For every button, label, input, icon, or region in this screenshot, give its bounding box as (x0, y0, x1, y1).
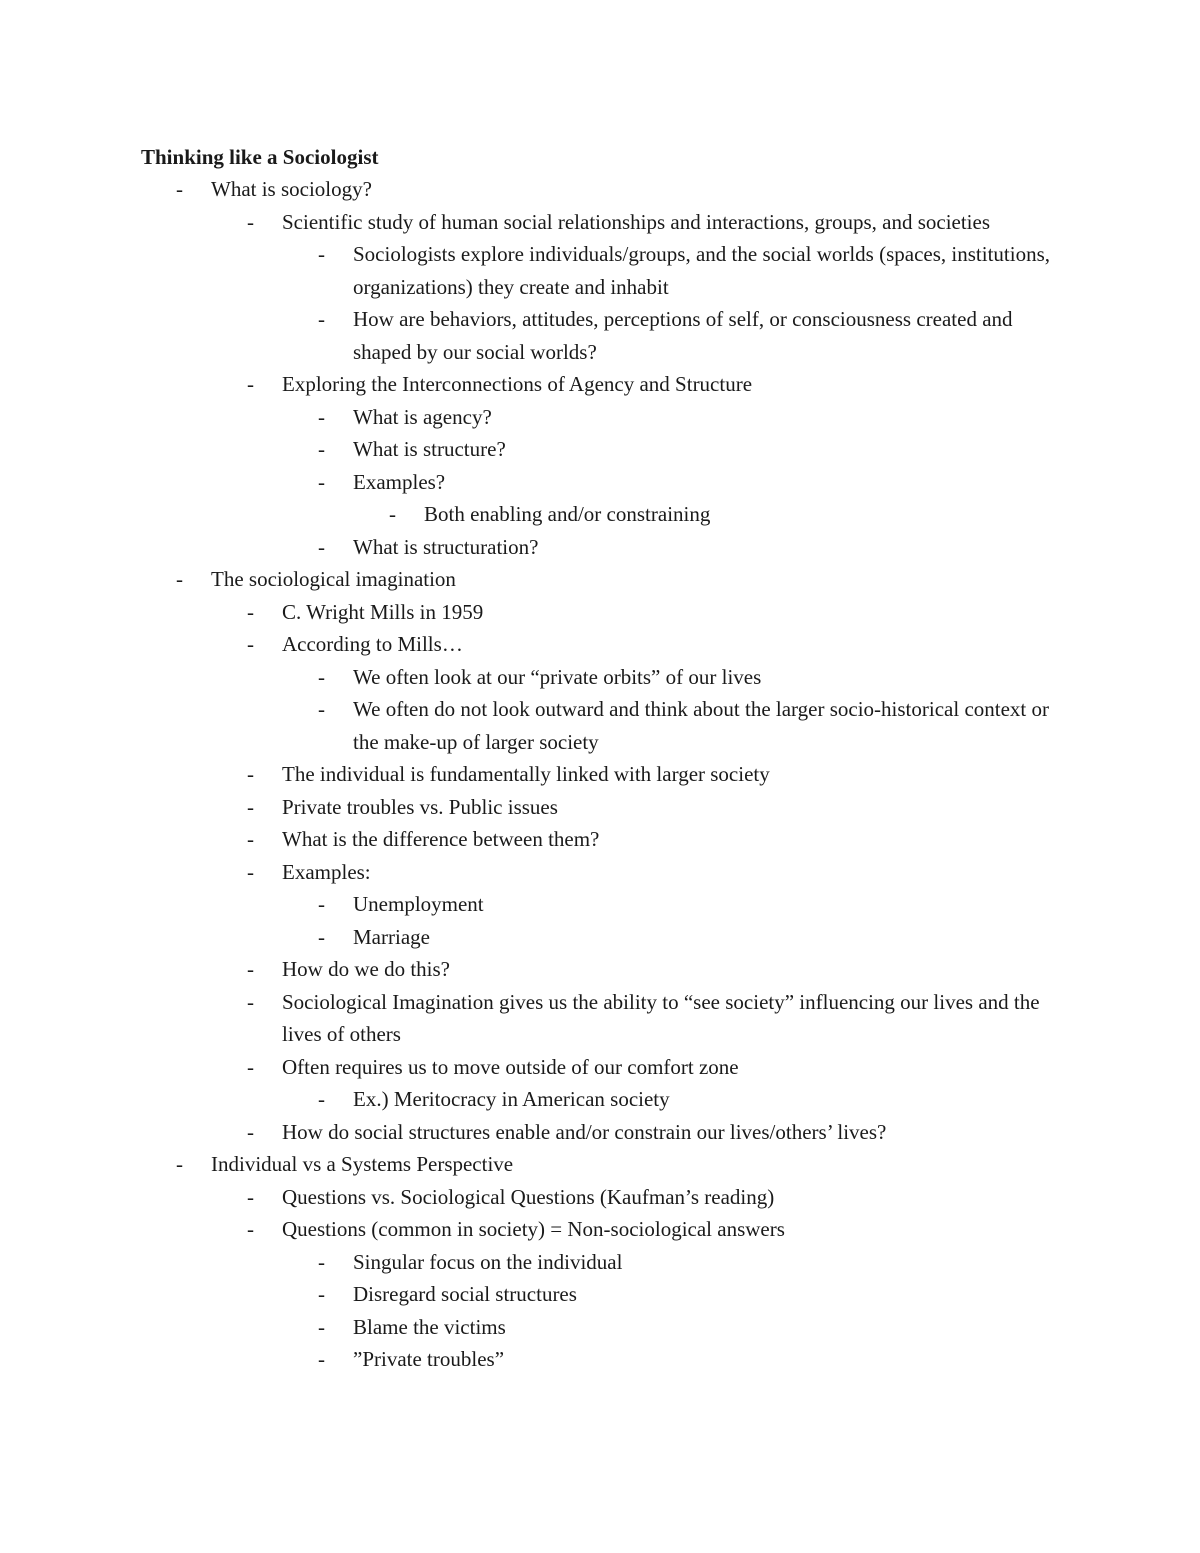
outline-item-level-2 (0, 1051, 1200, 1084)
outline-item-text: What is the difference between them? (282, 827, 600, 851)
outline-item-level-2 (0, 628, 1200, 661)
outline-item-level-4 (0, 498, 1200, 531)
outline-item-text: What is sociology? (211, 177, 372, 201)
outline-item-level-2 (0, 1116, 1200, 1149)
outline-item-text: How do we do this? (282, 957, 450, 981)
outline-item-text: Ex.) Meritocracy in American society (353, 1087, 670, 1111)
outline-item-level-3 (0, 466, 1200, 499)
bullet-dash: - (247, 1119, 254, 1144)
outline-item-level-1 (0, 1148, 1200, 1181)
outline-item-level-1 (0, 173, 1200, 206)
outline-item-text: Examples: (282, 859, 371, 884)
outline-item-level-2 (0, 791, 1200, 824)
outline-item-level-2 (0, 368, 1200, 401)
outline-item-level-3 (0, 661, 1200, 694)
outline-item-text: Questions (common in society) = Non-sociological answers (282, 1217, 785, 1241)
bullet-dash: - (247, 1054, 254, 1079)
bullet-dash: - (318, 1347, 325, 1371)
outline-item-level-1 (0, 563, 1200, 596)
outline-item-level-3 (0, 433, 1200, 466)
outline-item-level-2 (0, 1181, 1200, 1214)
bullet-dash: - (176, 1152, 183, 1176)
bullet-dash: - (247, 209, 254, 234)
bullet-dash: - (247, 372, 254, 396)
outline-item-text: Marriage (353, 924, 430, 949)
outline-item-level-2 (0, 986, 1200, 1051)
bullet-dash: - (318, 1087, 325, 1111)
outline-item-level-3 (0, 1343, 1200, 1376)
outline-item-level-2 (0, 953, 1200, 986)
outline-item-text: What is agency? (353, 404, 492, 429)
outline-item-text: The individual is fundamentally linked with larger society (282, 762, 770, 786)
outline-item-text: C. Wright Mills in 1959 (282, 599, 484, 624)
outline-item-text: ”Private troubles” (353, 1347, 505, 1371)
bullet-dash: - (318, 307, 325, 331)
outline-item-text: Individual vs a Systems Perspective (211, 1152, 514, 1176)
bullet-dash: - (318, 892, 325, 916)
outline-item-level-3 (0, 303, 1200, 368)
outline-item-text: We often look at our “private orbits” of our lives (353, 664, 762, 689)
bullet-dash: - (318, 242, 325, 266)
outline-item-level-3 (0, 693, 1200, 758)
outline-item-text: Blame the victims (353, 1314, 506, 1339)
outline-item-text: Unemployment (353, 892, 484, 916)
outline-item-level-3 (0, 1311, 1200, 1344)
outline-item-level-3 (0, 238, 1200, 303)
bullet-dash: - (318, 1314, 325, 1339)
outline-item-level-2 (0, 758, 1200, 791)
bullet-dash: - (247, 632, 254, 656)
outline-item-text: Disregard social structures (353, 1282, 577, 1306)
outline-item-level-3 (0, 921, 1200, 954)
bullet-dash: - (318, 469, 325, 494)
bullet-dash: - (247, 989, 254, 1014)
bullet-dash: - (176, 177, 183, 201)
outline-item-level-3 (0, 401, 1200, 434)
bullet-dash: - (318, 1282, 325, 1306)
bullet-dash: - (318, 664, 325, 689)
bullet-dash: - (318, 924, 325, 949)
outline-item-text: Both enabling and/or constraining (424, 502, 711, 526)
outline-item-text: What is structure? (353, 437, 506, 461)
outline-item-text: Exploring the Interconnections of Agency and Structure (282, 372, 753, 396)
outline-item-level-2 (0, 823, 1200, 856)
bullet-dash: - (247, 599, 254, 624)
bullet-dash: - (247, 1217, 254, 1241)
outline-item-level-2 (0, 856, 1200, 889)
outline-item-text: Sociologists explore individuals/groups, and the social worlds (spaces, institutions, organizations) they create and inhabit (353, 242, 1051, 299)
outline-item-text: We often do not look outward and think about the larger socio-historical context or the make-up of larger society (353, 697, 1049, 754)
outline-item-level-2 (0, 596, 1200, 629)
outline-item-text: The sociological imagination (211, 567, 456, 591)
outline-item-text: Often requires us to move outside of our comfort zone (282, 1054, 739, 1079)
bullet-dash: - (247, 762, 254, 786)
document-title: Thinking like a Sociologist (141, 145, 379, 169)
outline-item-text: Questions vs. Sociological Questions (Kaufman’s reading) (282, 1184, 775, 1209)
outline-item-text: According to Mills… (282, 632, 463, 656)
outline-item-text: How do social structures enable and/or constrain our lives/others’ lives? (282, 1119, 887, 1144)
outline-list (0, 173, 1200, 1376)
bullet-dash: - (318, 437, 325, 461)
bullet-dash: - (318, 404, 325, 429)
outline-item-text: Sociological Imagination gives us the ability to “see society” influencing our lives and the lives of others (282, 989, 1040, 1046)
bullet-dash: - (176, 567, 183, 591)
outline-item-text: Private troubles vs. Public issues (282, 794, 558, 819)
outline-item-text: What is structuration? (353, 534, 539, 559)
outline-item-level-2 (0, 206, 1200, 239)
outline-item-text: Scientific study of human social relationships and interactions, groups, and societies (282, 209, 991, 234)
bullet-dash: - (318, 697, 325, 721)
outline-item-level-3 (0, 1278, 1200, 1311)
outline-item-level-3 (0, 531, 1200, 564)
outline-item-level-3 (0, 1246, 1200, 1279)
outline-item-level-2 (0, 1213, 1200, 1246)
bullet-dash: - (247, 859, 254, 884)
bullet-dash: - (247, 1184, 254, 1209)
bullet-dash: - (247, 957, 254, 981)
outline-item-text: Singular focus on the individual (353, 1249, 623, 1274)
bullet-dash: - (389, 502, 396, 526)
bullet-dash: - (247, 827, 254, 851)
bullet-dash: - (318, 1249, 325, 1274)
outline-item-text: Examples? (353, 469, 446, 494)
outline-item-level-3 (0, 1083, 1200, 1116)
bullet-dash: - (247, 794, 254, 819)
bullet-dash: - (318, 534, 325, 559)
outline-item-level-3 (0, 888, 1200, 921)
outline-item-text: How are behaviors, attitudes, perceptions of self, or consciousness created and shaped by our social worlds? (353, 307, 1013, 364)
